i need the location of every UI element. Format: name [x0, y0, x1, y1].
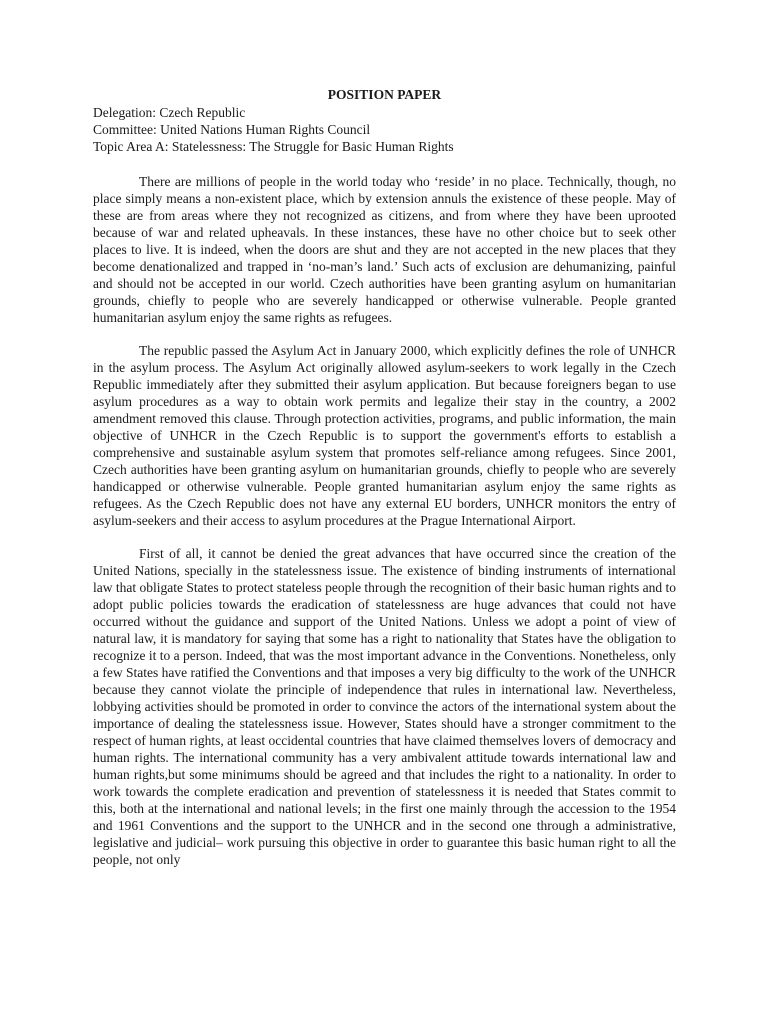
committee-line: Committee: United Nations Human Rights Council — [93, 122, 371, 137]
paragraph-1: There are millions of people in the world today who ‘reside’ in no place. Technically, though, no place simply means a non-existent place, which by extension annuls the existence of these people. May of these are from areas where they not recognized as citizens, and from where they have been uprooted because of war and related upheavals. In these instances, these have no other choice but to seek other places to live. It is indeed, when the doors are shut and they are not accepted in the new places that they become denationalized and trapped in ‘no-man’s land.’ Such acts of exclusion are dehumanizing, painful and should not be accepted in our world. Czech authorities have been granting asylum on humanitarian grounds, chiefly to people who are severely handicapped or otherwise vulnerable. People granted humanitarian asylum enjoy the same rights as refugees. — [93, 174, 676, 325]
paragraph-3: First of all, it cannot be denied the great advances that have occurred since the creation of the United Nations, specially in the statelessness issue. The existence of binding instruments of international law that obligate States to protect stateless people through the recognition of their basic human rights and to adopt public policies towards the eradication of statelessness are huge advances that could not have occurred without the guidance and support of the United Nations. Unless we adopt a point of view of natural law, it is mandatory for saying that some has a right to nationality that States have the obligation to recognize it to a person. Indeed, that was the most important advance in the Conventions. Nonetheless, only a few States have ratified the Conventions and that imposes a very big difficulty to the work of the UNHCR because they cannot violate the principle of independence that rules in international law. Nevertheless, lobbying activities should be promoted in order to convince the actors of the international system about the importance of dealing the statelessness issue. However, States should have a stronger commitment to the respect of human rights, at least occidental countries that have claimed themselves lovers of democracy and human rights. The international community has a very ambivalent attitude towards international law and human rights,but some minimums should be agreed and that includes the right to a nationality. In order to work towards the complete eradication and prevention of statelessness it is needed that States commit to this, both at the international and national levels; in the first one mainly through the accession to the 1954 and 1961 Conventions and the support to the UNHCR and in the second one through a administrative, legislative and judicial– work pursuing this objective in order to guarantee this basic human right to all the people, not only — [93, 546, 676, 867]
paragraph-2: The republic passed the Asylum Act in January 2000, which explicitly defines the role of UNHCR in the asylum process. The Asylum Act originally allowed asylum-seekers to work legally in the Czech Republic immediately after they submitted their asylum application. But because foreigners began to use asylum procedures as a way to obtain work permits and legalize their stay in the country, a 2002 amendment removed this clause. Through protection activities, programs, and public information, the main objective of UNHCR in the Czech Republic is to support the government's efforts to establish a comprehensive and sustainable asylum system that promotes self-reliance among refugees. Since 2001, Czech authorities have been granting asylum on humanitarian grounds, chiefly to people who are severely handicapped or otherwise vulnerable. People granted humanitarian asylum enjoy the same rights as refugees. As the Czech Republic does not have any external EU borders, UNHCR monitors the entry of asylum-seekers and their access to asylum procedures at the Prague International Airport. — [93, 343, 676, 528]
topic-line: Topic Area A: Statelessness: The Struggle for Basic Human Rights — [93, 139, 454, 154]
document-page — [93, 86, 676, 884]
delegation-line: Delegation: Czech Republic — [93, 105, 246, 120]
document-title: POSITION PAPER — [327, 87, 442, 102]
document-header-info — [93, 104, 676, 155]
